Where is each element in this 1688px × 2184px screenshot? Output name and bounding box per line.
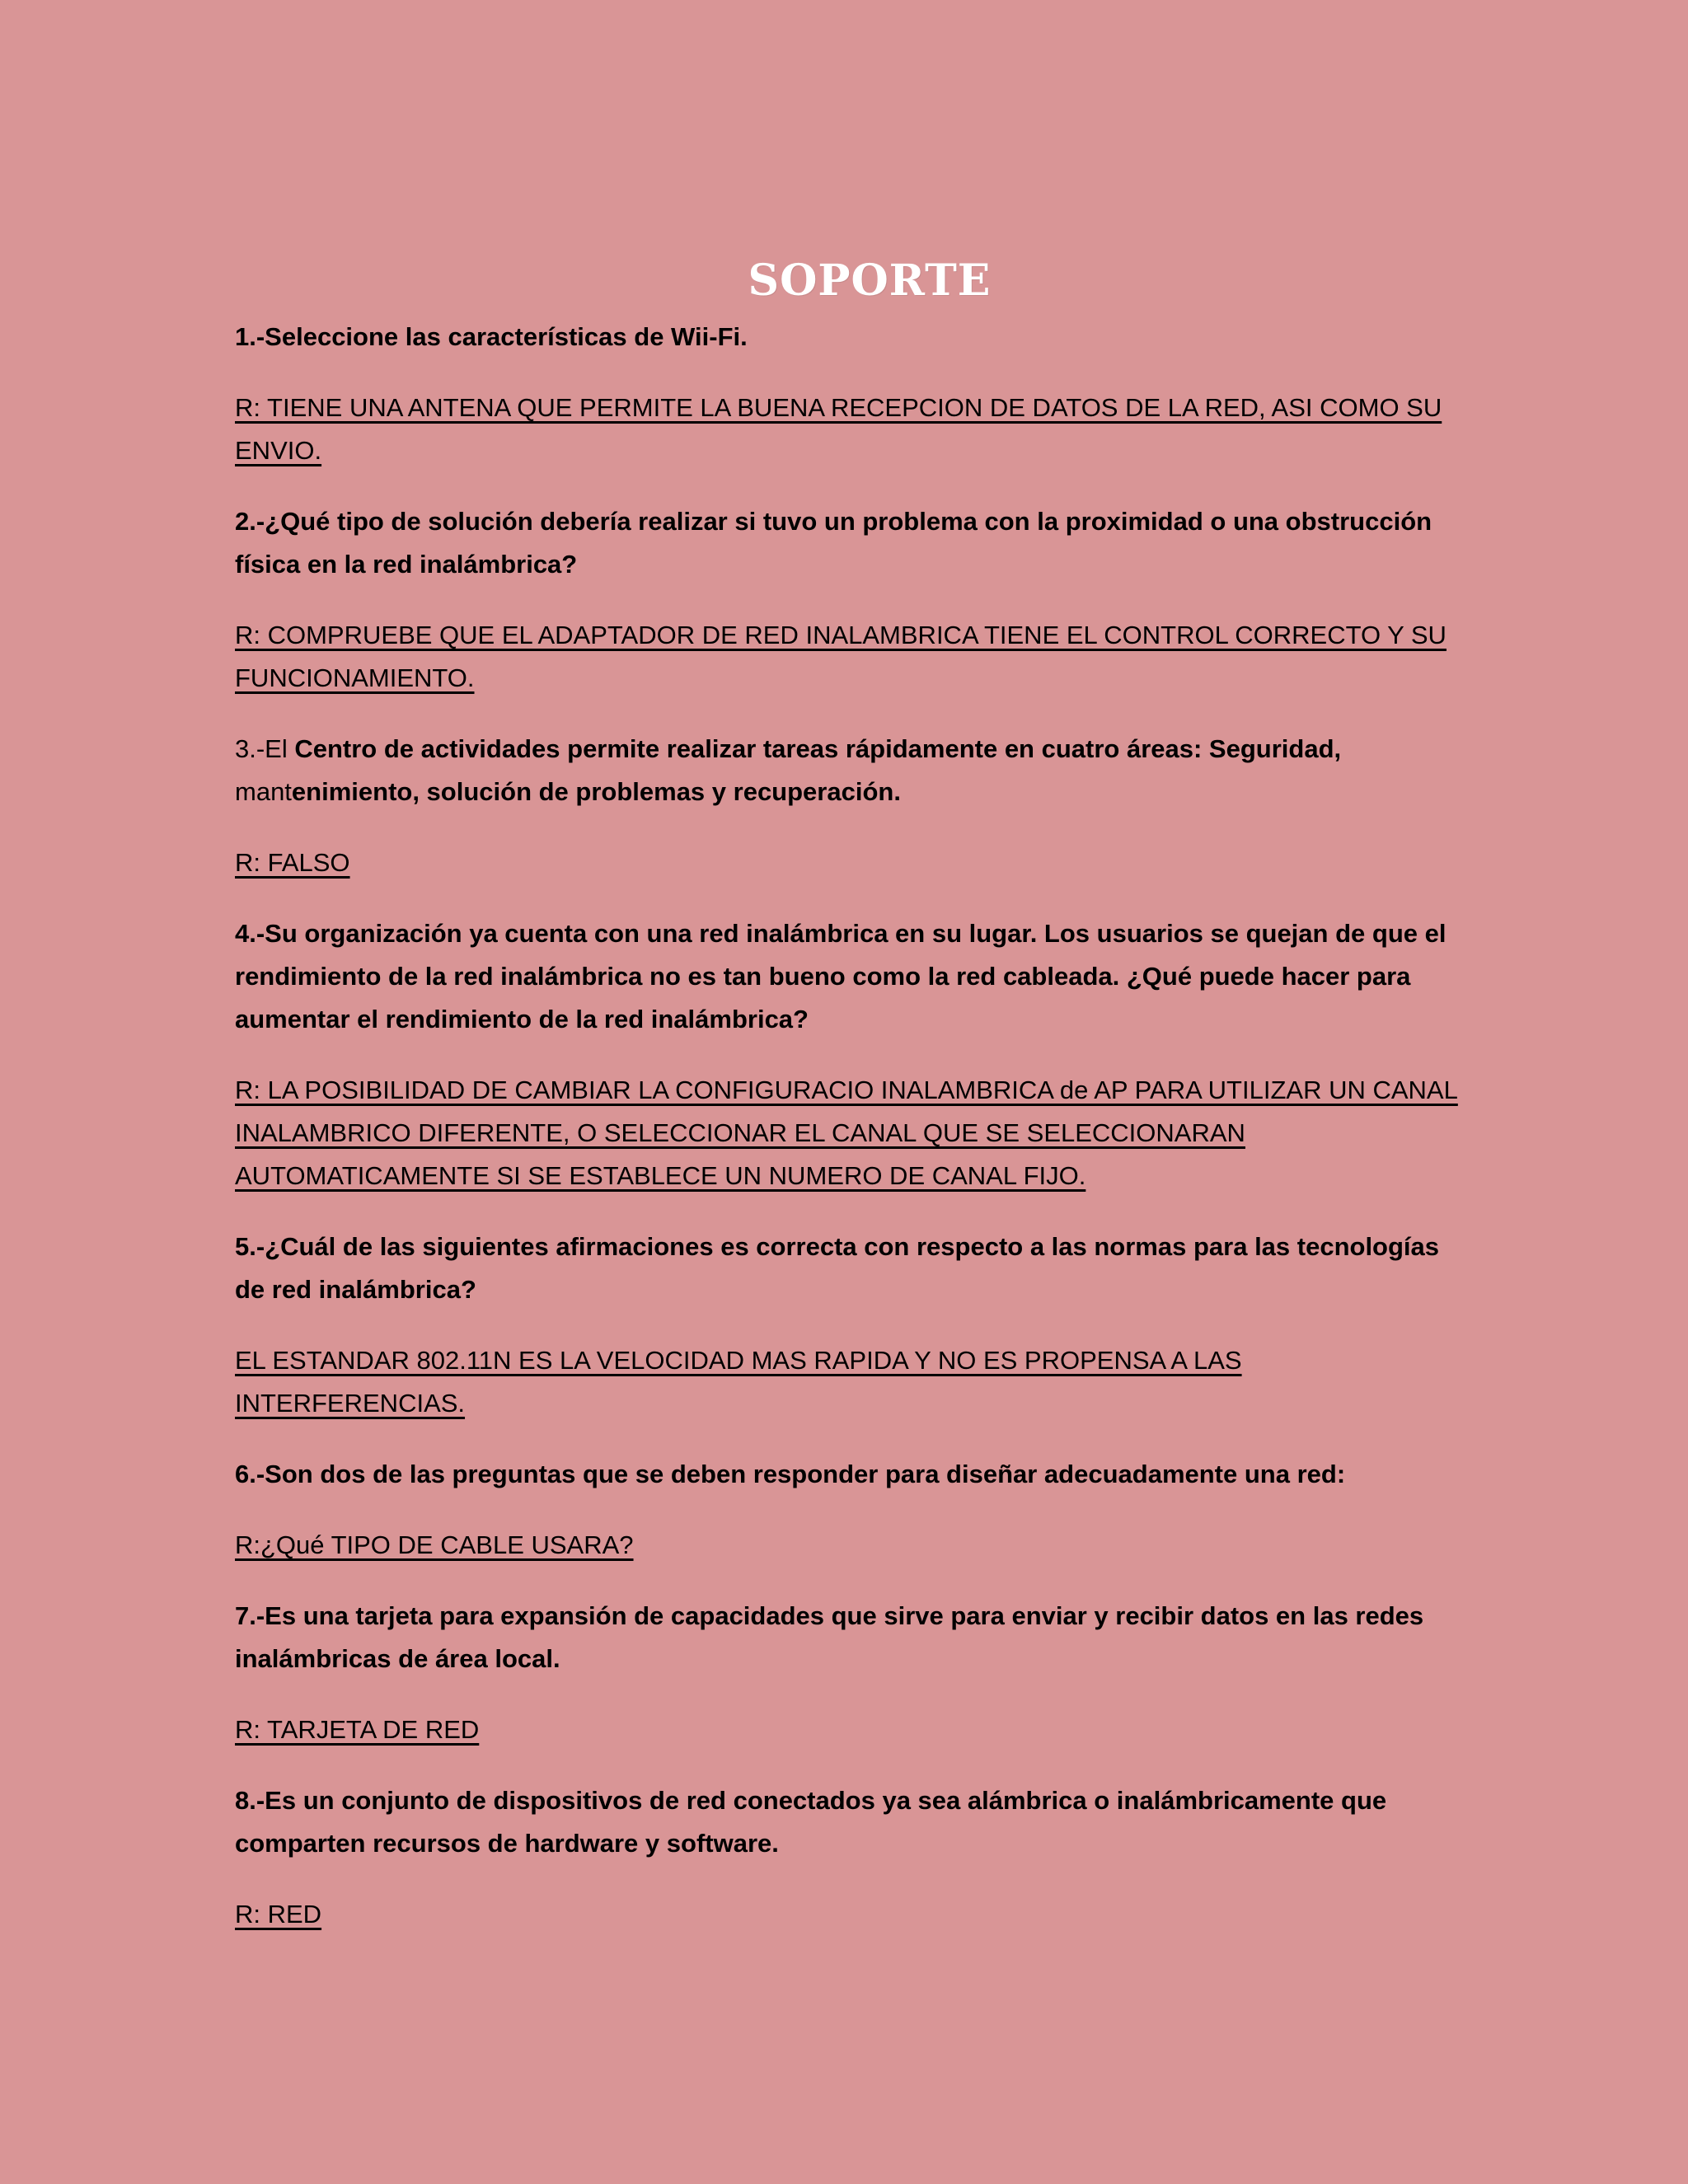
question-8: 8.-Es un conjunto de dispositivos de red conectados ya sea alámbrica o inalámbricamente que comparten recursos de hardware y software. bbox=[235, 1786, 1387, 1858]
question-2: 2.-¿Qué tipo de solución debería realizar si tuvo un problema con la proximidad o una obstrucción física en la red inalámbrica? bbox=[235, 507, 1432, 579]
question-1: 1.-Seleccione las características de Wii-Fi. bbox=[235, 322, 748, 351]
answer-8: R: RED bbox=[235, 1900, 322, 1929]
question-3-part-2: Centro de actividades permite realizar tareas rápidamente en cuatro áreas: Seguridad, bbox=[294, 734, 1342, 763]
question-4: 4.-Su organización ya cuenta con una red inalámbrica en su lugar. Los usuarios se quejan de que el rendimiento de la red inalámbrica no es tan bueno como la red cableada. ¿Qué puede hacer para aumentar el rendimiento de la red inalámbrica? bbox=[235, 919, 1447, 1033]
question-3 bbox=[235, 728, 1471, 813]
answer-4: R: LA POSIBILIDAD DE CAMBIAR LA CONFIGURACIO INALAMBRICA de AP PARA UTILIZAR UN CANAL INALAMBRICO DIFERENTE, O SELECCIONAR EL CANAL QUE SE SELECCIONARAN AUTOMATICAMENTE SI SE ESTABLECE UN NUMERO DE CANAL FIJO. bbox=[235, 1076, 1458, 1190]
question-6: 6.-Son dos de las preguntas que se deben responder para diseñar adecuadamente una red: bbox=[235, 1460, 1346, 1488]
question-3-part-4: enimiento, solución de problemas y recuperación. bbox=[291, 777, 901, 806]
question-7: 7.-Es una tarjeta para expansión de capacidades que sirve para enviar y recibir datos en las redes inalámbricas de área local. bbox=[235, 1601, 1424, 1673]
answer-3: R: FALSO bbox=[235, 848, 350, 877]
answer-5: EL ESTANDAR 802.11N ES LA VELOCIDAD MAS RAPIDA Y NO ES PROPENSA A LAS INTERFERENCIAS. bbox=[235, 1346, 1242, 1418]
question-5: 5.-¿Cuál de las siguientes afirmaciones es correcta con respecto a las normas para las tecnologías de red inalámbrica? bbox=[235, 1232, 1440, 1304]
page-title: SOPORTE bbox=[748, 255, 992, 306]
question-3-part-3: mant bbox=[235, 777, 292, 806]
answer-6: R:¿Qué TIPO DE CABLE USARA? bbox=[235, 1530, 634, 1559]
document-page bbox=[235, 255, 1471, 1964]
question-3-part-1: 3.-El bbox=[235, 734, 295, 763]
answer-2: R: COMPRUEBE QUE EL ADAPTADOR DE RED INALAMBRICA TIENE EL CONTROL CORRECTO Y SU FUNCIONAMIENTO. bbox=[235, 621, 1447, 692]
answer-7: R: TARJETA DE RED bbox=[235, 1715, 480, 1744]
answer-1: R: TIENE UNA ANTENA QUE PERMITE LA BUENA RECEPCION DE DATOS DE LA RED, ASI COMO SU ENVIO. bbox=[235, 393, 1442, 465]
